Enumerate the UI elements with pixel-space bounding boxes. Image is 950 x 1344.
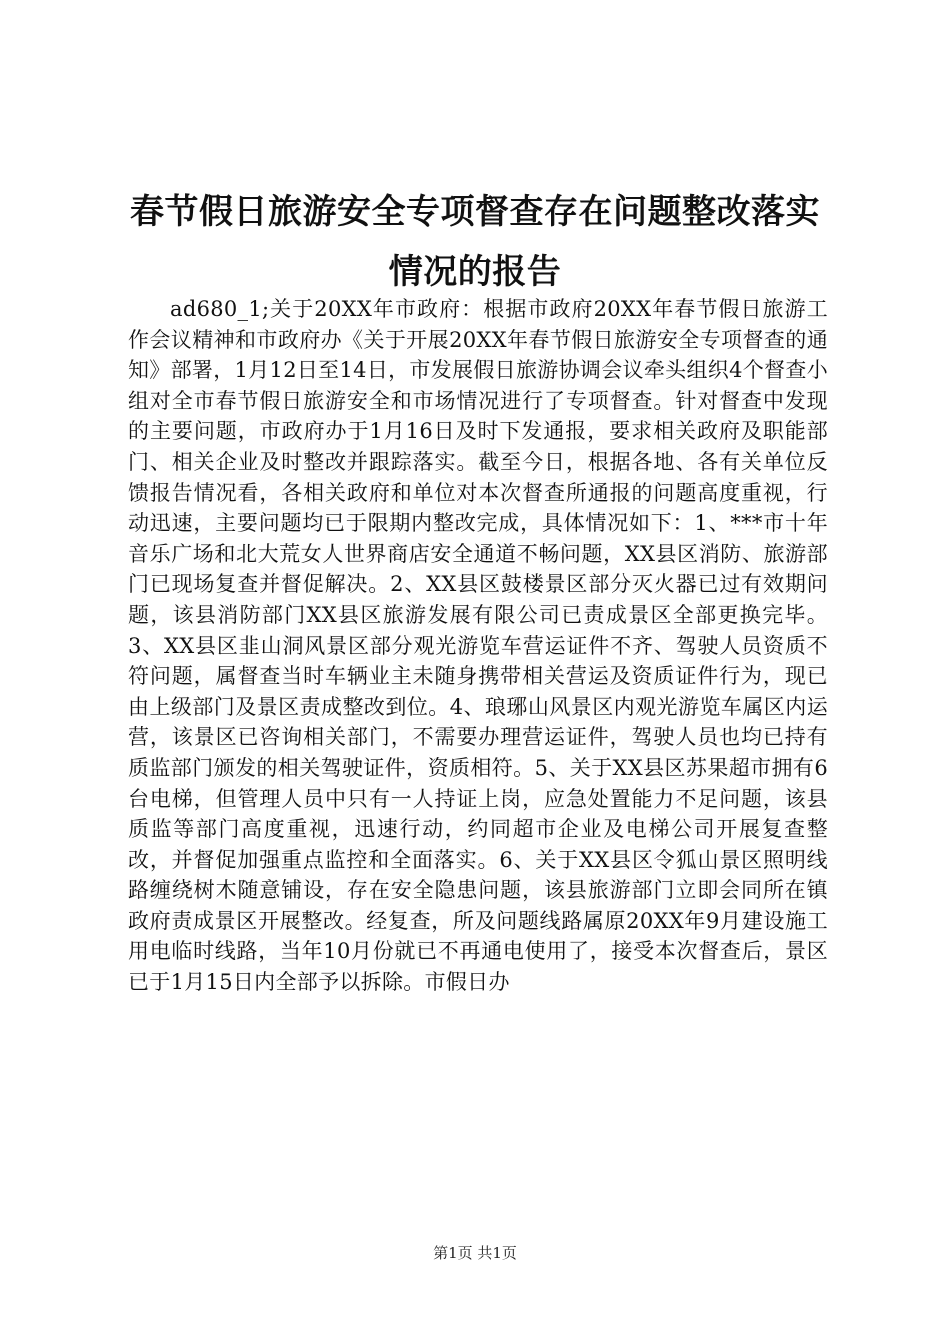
page-footer: 第1页 共1页 — [433, 1244, 517, 1262]
title-line-1: 春节假日旅游安全专项督查存在问题整改落实 — [130, 192, 820, 232]
title-line-2: 情况的报告 — [388, 252, 562, 292]
body-paragraph: ad680_1;关于20XX年市政府：根据市政府20XX年春节假日旅游工作会议精神和市政府办《关于开展20XX年春节假日旅游安全专项督查的通知》部署，1月12日至14日，市发展假日旅游协调会议牵头组织4个督查小组对全市春节假日旅游安全和市场情况进行了专项督查。针对督查中发现的主要问题，市政府办于1月16日及时下发通报，要求相关政府及职能部门、相关企业及时整改并跟踪落实。截至今日，根据各地、各有关单位反馈报告情况看，各相关政府和单位对本次督查所通报的问题高度重视，行动迅速，主要问题均已于限期内整改完成，具体情况如下：1、***市十年音乐广场和北大荒女人世界商店安全通道不畅问题，XX县区消防、旅游部门已现场复查并督促解决。2、XX县区鼓楼景区部分灭火器已过有效期问题，该县消防部门XX县区旅游发展有限公司已责成景区全部更换完毕。3、XX县区韭山洞风景区部分观光游览车营运证件不齐、驾驶人员资质不符问题，属督查当时车辆业主未随身携带相关营运及资质证件行为，现已由上级部门及景区责成整改到位。4、琅琊山风景区内观光游览车属区内运营，该景区已咨询相关部门，不需要办理营运证件，驾驶人员也均已持有质监部门颁发的相关驾驶证件，资质相符。5、关于XX县区苏果超市拥有6台电梯，但管理人员中只有一人持证上岗，应急处置能力不足问题，该县质监等部门高度重视，迅速行动，约同超市企业及电梯公司开展复查整改，并督促加强重点监控和全面落实。6、关于XX县区令狐山景区照明线路缠绕树木随意铺设，存在安全隐患问题，该县旅游部门立即会同所在镇政府责成景区开展整改。经复查，所及问题线路属原20XX年9月建设施工用电临时线路，当年10月份就已不再通电使用了，接受本次督查后，景区已于1月15日内全部予以拆除。市假日办 — [128, 297, 828, 995]
document-title — [100, 182, 850, 302]
